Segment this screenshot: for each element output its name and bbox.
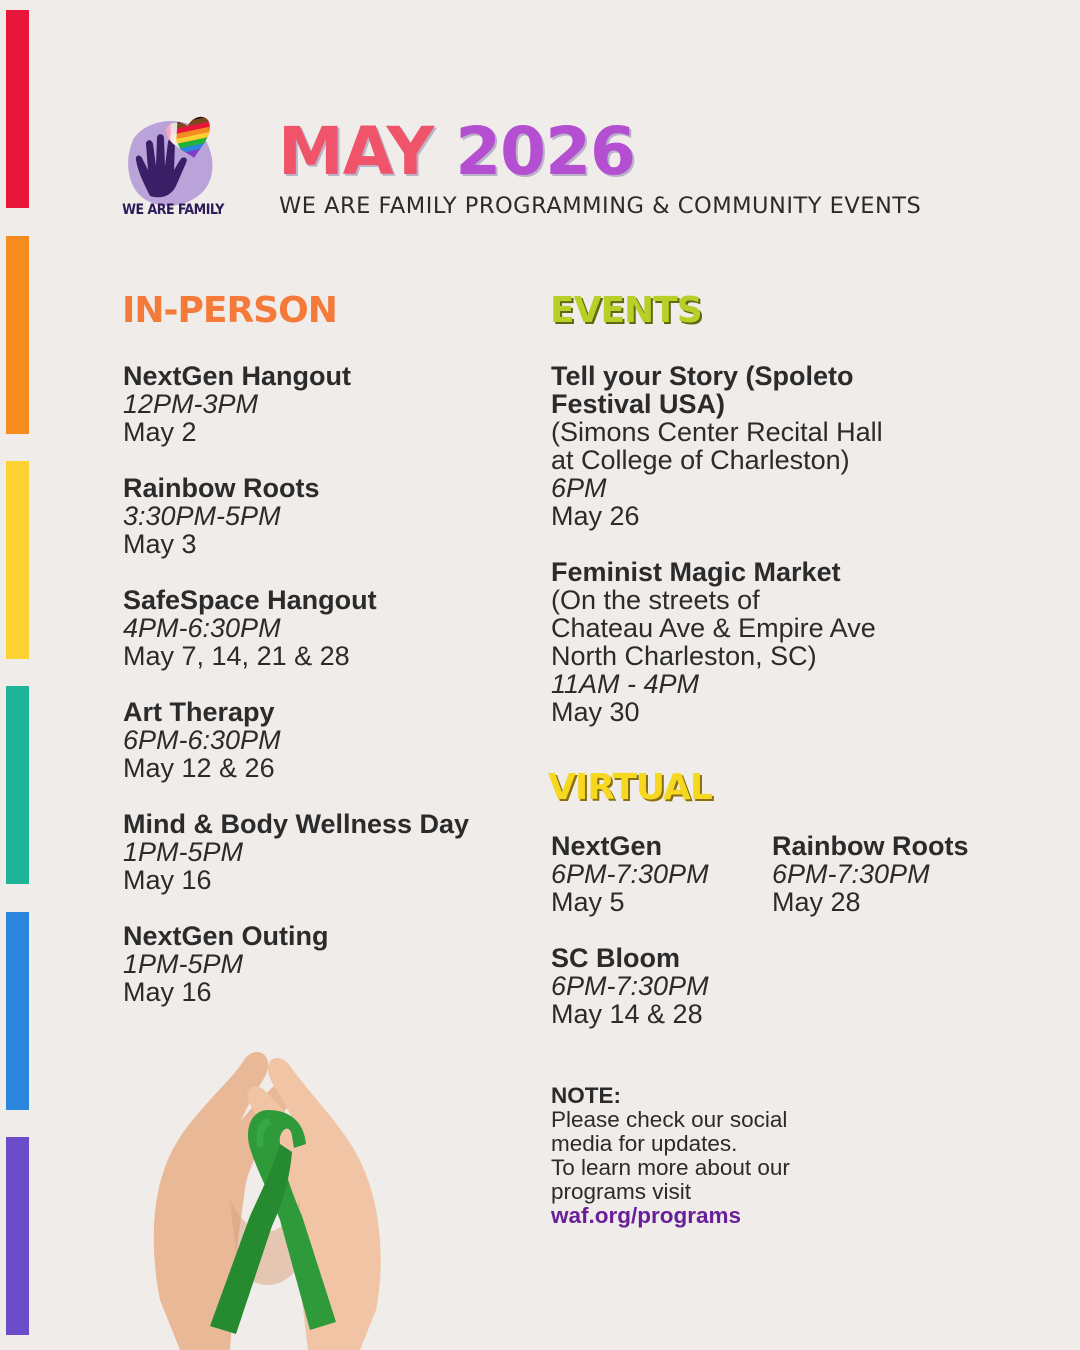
hands-holding-green-ribbon-icon bbox=[140, 1040, 390, 1350]
events-item bbox=[551, 558, 876, 726]
event-date: May 28 bbox=[772, 887, 861, 917]
event-name: Rainbow Roots bbox=[123, 473, 320, 503]
event-name: SC Bloom bbox=[551, 943, 681, 973]
event-name: Feminist Magic Market bbox=[551, 557, 841, 587]
event-location: (Simons Center Recital Hall bbox=[551, 417, 883, 447]
in-person-item bbox=[123, 698, 281, 782]
event-name: Tell your Story (Spoleto bbox=[551, 361, 854, 391]
in-person-item bbox=[123, 474, 320, 558]
event-name: Mind & Body Wellness Day bbox=[123, 809, 470, 839]
event-time: 6PM-7:30PM bbox=[772, 859, 930, 889]
in-person-item bbox=[123, 922, 329, 1006]
in-person-heading: IN-PERSON bbox=[122, 290, 337, 331]
stripe-yellow bbox=[6, 461, 29, 659]
in-person-item bbox=[123, 810, 469, 894]
programs-link[interactable]: waf.org/programs bbox=[551, 1203, 742, 1228]
note-label: NOTE: bbox=[551, 1083, 621, 1108]
event-location: North Charleston, SC) bbox=[551, 641, 817, 671]
note-line: Please check our social bbox=[551, 1107, 788, 1132]
event-date: May 7, 14, 21 & 28 bbox=[123, 641, 350, 671]
stripe-green bbox=[6, 686, 29, 884]
event-time: 6PM-6:30PM bbox=[123, 725, 281, 755]
note-line: media for updates. bbox=[551, 1131, 738, 1156]
title-year: 2026 bbox=[455, 113, 635, 190]
event-date: May 5 bbox=[551, 887, 625, 917]
event-location: at College of Charleston) bbox=[551, 445, 850, 475]
stripe-red bbox=[6, 10, 29, 208]
event-date: May 26 bbox=[551, 501, 640, 531]
note-line: programs visit bbox=[551, 1179, 692, 1204]
event-name: Rainbow Roots bbox=[772, 831, 969, 861]
event-name: Art Therapy bbox=[123, 697, 275, 727]
event-name: NextGen Hangout bbox=[123, 361, 352, 391]
in-person-item bbox=[123, 362, 351, 446]
event-time: 1PM-5PM bbox=[123, 949, 244, 979]
logo-text: WE ARE FAMILY bbox=[122, 202, 224, 218]
event-time: 12PM-3PM bbox=[123, 389, 259, 419]
event-date: May 2 bbox=[123, 417, 197, 447]
virtual-heading: VIRTUAL bbox=[548, 767, 712, 808]
event-date: May 30 bbox=[551, 697, 640, 727]
event-location: Chateau Ave & Empire Ave bbox=[551, 613, 876, 643]
event-name: NextGen bbox=[551, 831, 663, 861]
stripe-orange bbox=[6, 236, 29, 434]
virtual-item bbox=[551, 832, 709, 916]
event-time: 11AM - 4PM bbox=[551, 669, 700, 699]
event-name: SafeSpace Hangout bbox=[123, 585, 377, 615]
events-heading: EVENTS bbox=[550, 290, 702, 331]
event-time: 6PM-7:30PM bbox=[551, 859, 709, 889]
page-title bbox=[278, 112, 635, 192]
event-date: May 12 & 26 bbox=[123, 753, 275, 783]
event-time: 6PM-7:30PM bbox=[551, 971, 709, 1001]
event-name: NextGen Outing bbox=[123, 921, 329, 951]
event-time: 1PM-5PM bbox=[123, 837, 244, 867]
event-time: 3:30PM-5PM bbox=[123, 501, 281, 531]
note-line: To learn more about our bbox=[551, 1155, 790, 1180]
in-person-item bbox=[123, 586, 377, 670]
stripe-blue bbox=[6, 912, 29, 1110]
note-block bbox=[551, 1084, 871, 1228]
virtual-item bbox=[772, 832, 969, 916]
event-time: 4PM-6:30PM bbox=[123, 613, 281, 643]
event-location: (On the streets of bbox=[551, 585, 760, 615]
stripe-purple bbox=[6, 1137, 29, 1335]
event-date: May 14 & 28 bbox=[551, 999, 703, 1029]
events-item bbox=[551, 362, 883, 530]
event-date: May 16 bbox=[123, 977, 212, 1007]
virtual-item bbox=[551, 944, 709, 1028]
page-subtitle: WE ARE FAMILY PROGRAMMING & COMMUNITY EVENTS bbox=[279, 193, 922, 219]
event-name: Festival USA) bbox=[551, 389, 726, 419]
event-time: 6PM bbox=[551, 473, 607, 503]
event-date: May 16 bbox=[123, 865, 212, 895]
event-date: May 3 bbox=[123, 529, 197, 559]
title-month: MAY bbox=[278, 113, 434, 190]
